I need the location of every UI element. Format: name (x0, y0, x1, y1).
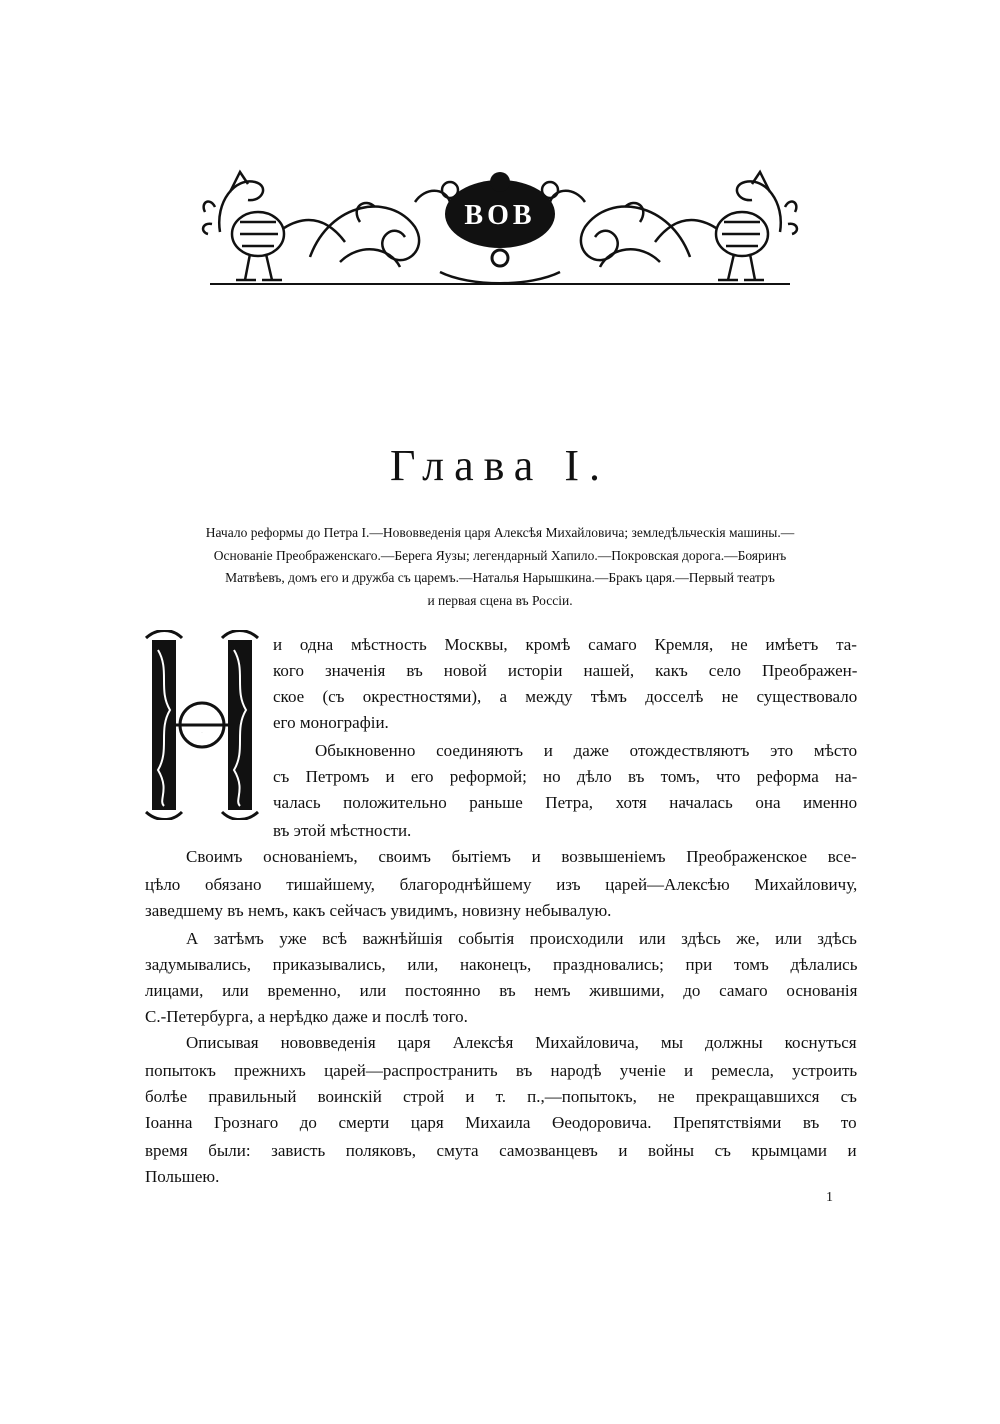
body-line: и одна мѣстность Москвы, кромѣ самаго Кремля, не имѣетъ та- (273, 635, 857, 654)
summary-line: Основаніе Преображенскаго.—Берега Яузы; легендарный Хапило.—Покровская дорога.—Бояринъ (213, 547, 787, 563)
body-line: попытокъ прежнихъ царей—распространить въ народѣ ученіе и ремесла, устроить (145, 1061, 858, 1080)
page-number: 1 (826, 1190, 833, 1205)
body-line: цѣло обязано тишайшему, благороднѣйшему изъ царей—Алексѣю Михайловичу, (145, 875, 858, 894)
summary-line: Матвѣевъ, домъ его и дружба съ царемъ.—Наталья Нарышкина.—Бракъ царя.—Первый театръ (225, 570, 775, 585)
summary-line: и первая сцена въ Россіи. (427, 592, 573, 608)
body-line: Іоанна Грознаго до смерти царя Михаила Өеодоровича. Препятствіями въ то (145, 1113, 857, 1132)
body-line: С.-Петербурга, а нерѣдко даже и послѣ того. (145, 1007, 468, 1026)
body-line: лицами, или временно, или постоянно въ немъ жившими, до самаго основанія (145, 981, 858, 1000)
body-line: А затѣмъ уже всѣ важнѣйшія событія происходили или здѣсь же, или здѣсь (186, 929, 857, 948)
ornamental-headpiece (200, 162, 800, 290)
body-line: болѣе правильный воинскій строй и т. п.,—попытокъ, не прекращавшихся съ (145, 1087, 857, 1106)
chapter-title: Глава I. (390, 441, 610, 490)
body-line: Своимъ основаніемъ, своимъ бытіемъ и возвышеніемъ Преображенское все- (186, 847, 857, 866)
body-line: съ Петромъ и его реформой; но дѣло въ томъ, что реформа на- (273, 767, 858, 786)
right-griffin-ornament (655, 172, 797, 280)
body-line: въ этой мѣстности. (273, 821, 412, 840)
monogram-text: BOB (464, 200, 536, 231)
body-line: задумывались, приказывались, или, наконецъ, праздновались; при томъ дѣлались (145, 955, 858, 974)
body-line: время были: зависть поляковъ, смута самозванцевъ и войны съ крымцами и (145, 1141, 857, 1160)
drop-cap-initial (142, 630, 270, 820)
body-line: чалась положительно раньше Петра, хотя началась она именно (273, 793, 858, 812)
body-line: Польшею. (145, 1167, 220, 1186)
summary-line: Начало реформы до Петра I.—Нововведенія царя Алексѣя Михайловича; земледѣльческія машины.— (205, 525, 795, 540)
drop-cap-letter: Н (201, 733, 203, 734)
body-line: заведшему въ немъ, какъ сейчасъ увидимъ, новизну небывалую. (145, 901, 612, 920)
body-line: Описывая нововведенія царя Алексѣя Михайловича, мы должны коснуться (186, 1033, 857, 1052)
chapter-summary (140, 522, 860, 612)
body-line: его монографіи. (273, 713, 389, 732)
body-line: Обыкновенно соединяютъ и даже отождествляютъ это мѣсто (315, 741, 858, 760)
body-line: ское (съ окрестностями), а между тѣмъ досселѣ не существовало (273, 687, 858, 706)
left-griffin-ornament (203, 172, 345, 280)
body-line: кого значенія въ новой исторіи нашей, какъ село Преображен- (273, 661, 858, 680)
